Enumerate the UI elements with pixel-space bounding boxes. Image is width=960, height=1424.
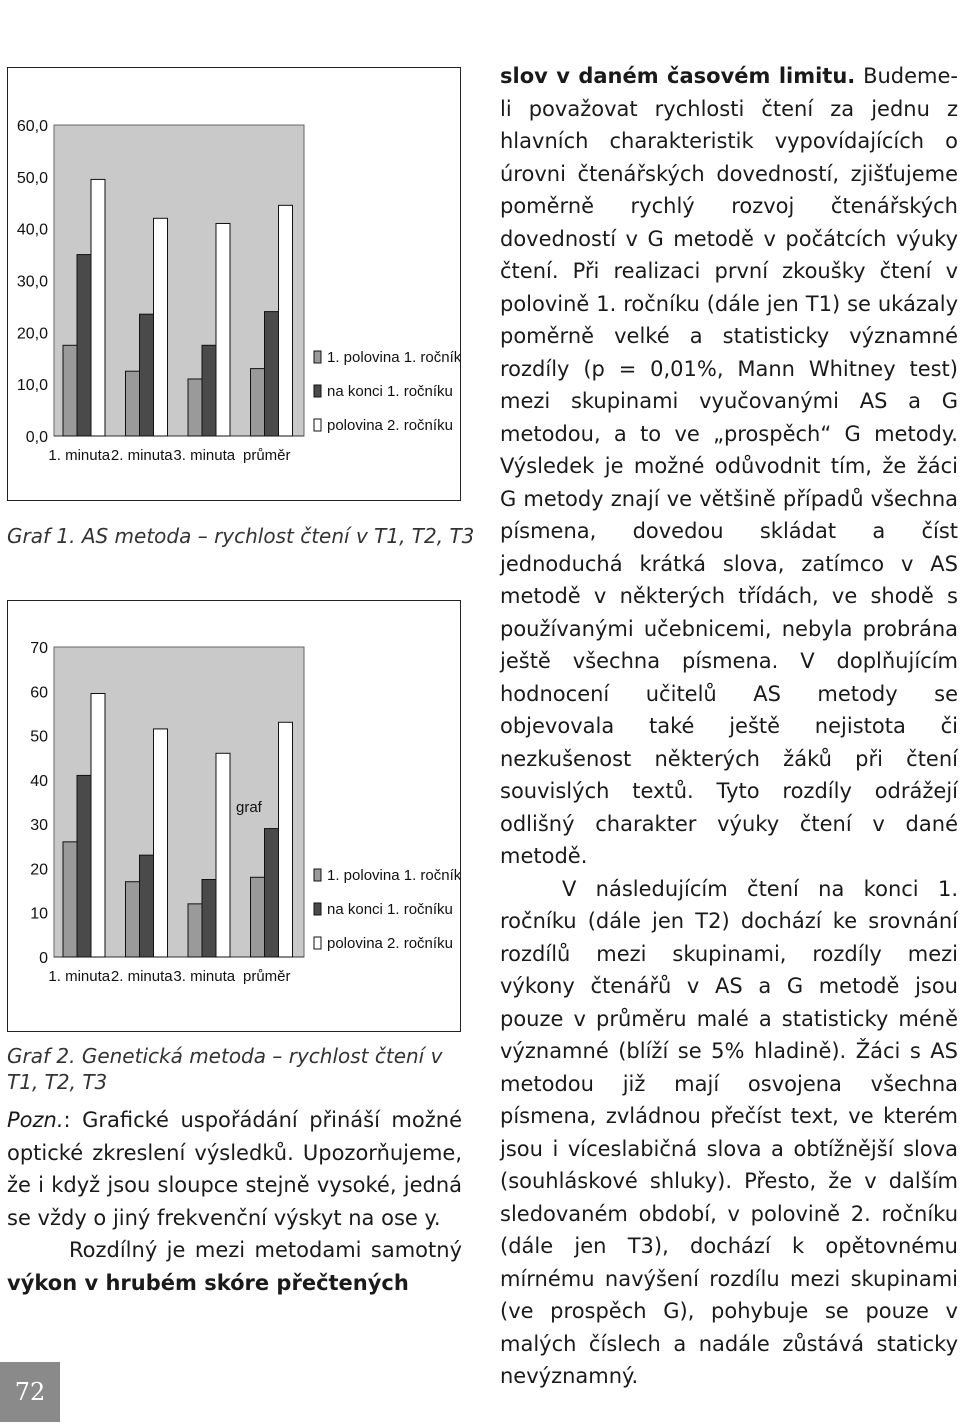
note-body: : Grafické uspořádání přináší možné optické zkreslení výsledků. Upozorňujeme, že i když jsou sloupce stejně vysoké, jedná se vždy o jiný frekvenční výskyt na ose y. bbox=[7, 1108, 462, 1230]
bar bbox=[91, 179, 105, 436]
caption-graf-2: Graf 2. Genetická metoda – rychlost čtení v T1, T2, T3 bbox=[7, 1044, 443, 1094]
legend-swatch bbox=[314, 385, 321, 397]
t2-t3-paragraph: V následujícím čtení na konci 1. ročníku (dále jen T2) dochází ke srovnání rozdílů mezi skupinami, rozdíly mezi výkony čtenářů v AS a G metodě jsou pouze v průměru malé a statisticky méně významné (blíží se 5% hladině). Žáci s AS metodou již mají osvojena všechna písmena, zvládnou přečíst text, ve kterém jsou i víceslabičná slova a obtížnější slova (souhláskové shluky). Přesto, že v dalším sledovaném období, v polovině 2. ročníku (dále jen T3), dochází k opětovnému mírnému navýšení rozdílu mezi skupinami (ve prospěch G), pohybuje se pouze v malých číslech a nadále zůstává staticky nevýznamný. bbox=[500, 876, 958, 1388]
bar bbox=[216, 223, 230, 436]
bar bbox=[279, 722, 293, 957]
y-tick-label: 70 bbox=[30, 640, 48, 657]
x-tick-label: 3. minuta bbox=[173, 447, 236, 464]
bar bbox=[216, 753, 230, 957]
bar bbox=[126, 371, 140, 436]
x-tick-label: 1. minuta bbox=[48, 447, 111, 464]
y-tick-label: 0,0 bbox=[25, 429, 48, 446]
bar bbox=[77, 255, 91, 436]
legend-label: polovina 2. ročníku bbox=[327, 935, 453, 952]
legend-swatch bbox=[314, 869, 321, 881]
y-tick-label: 10 bbox=[30, 905, 48, 923]
bar bbox=[63, 345, 77, 436]
x-tick-label: průměr bbox=[242, 968, 291, 985]
y-tick-label: 20,0 bbox=[16, 325, 48, 343]
caption-graf-1: Graf 1. AS metoda – rychlost čtení v T1, T2, T3 bbox=[7, 524, 475, 548]
y-tick-label: 0 bbox=[39, 950, 48, 967]
legend-label: 1. polovina 1. ročníku bbox=[327, 867, 460, 884]
x-tick-label: 1. minuta bbox=[48, 968, 111, 985]
y-tick-label: 20 bbox=[30, 861, 48, 879]
reading-speed-bold: slov v daném časovém limitu. bbox=[500, 64, 856, 88]
performance-bold-text: výkon v hrubém skóre přečtených bbox=[7, 1270, 409, 1295]
x-tick-label: 2. minuta bbox=[110, 968, 173, 985]
note-label: Pozn. bbox=[7, 1108, 64, 1132]
bar bbox=[77, 775, 91, 957]
legend-swatch bbox=[314, 351, 321, 363]
bar bbox=[188, 379, 202, 436]
note-paragraph bbox=[7, 1104, 462, 1234]
chart-2-svg bbox=[8, 601, 460, 1031]
bar bbox=[265, 829, 279, 957]
legend-label: polovina 2. ročníku bbox=[327, 417, 453, 434]
x-tick-label: 3. minuta bbox=[173, 968, 236, 985]
x-tick-label: 2. minuta bbox=[110, 447, 173, 464]
left-text-block bbox=[7, 1104, 462, 1299]
reading-speed-paragraph bbox=[500, 60, 958, 873]
bar bbox=[154, 729, 168, 957]
y-tick-label: 60,0 bbox=[16, 118, 48, 135]
bar bbox=[251, 877, 265, 957]
reading-speed-text: Budeme-li považovat rychlosti čtení za jednu z hlavních charakteristik vypovídajících o úrovni čtenářských dovedností, zjišťujeme poměrně rychlý rozvoj čtenářských dovedností v G metodě v počátcích výuky čtení. Při realizaci první zkoušky čtení v polovině 1. ročníku (dále jen T1) se ukázaly poměrně velké a statisticky významné rozdíly (p = 0,01%, Mann Whitney test) mezi skupinami vyučovanými AS a G metodou, a to ve „prospěch“ G metody. Výsledek je možné odůvodnit tím, že žáci G metody znají ve většině případů všechna písmena, dovedou skládat a číst jednoduchá krátká slova, zatímco v AS metodě v některých třídách, ve shodě s používanými učebnicemi, nebyla probrána ještě všechna písmena. V doplňujícím hodnocení učitelů AS metody se objevovala také ještě nejistota či nezkušenost některých žáků při čtení souvislých textů. Tyto rozdíly odrážejí odlišný charakter výuky čtení v dané metodě. bbox=[500, 64, 958, 868]
y-tick-label: 50,0 bbox=[16, 169, 48, 187]
bar bbox=[279, 205, 293, 436]
chart-title: graf bbox=[236, 799, 262, 816]
bar bbox=[154, 218, 168, 436]
y-tick-label: 40 bbox=[30, 772, 48, 790]
performance-text: Rozdílný je mezi metodami samotný bbox=[69, 1238, 462, 1262]
chart-1-svg bbox=[8, 68, 460, 500]
bar bbox=[63, 842, 77, 957]
chart-genetic-method bbox=[7, 600, 461, 1032]
legend-label: na konci 1. ročníku bbox=[327, 901, 453, 918]
performance-paragraph bbox=[7, 1234, 462, 1299]
legend-label: 1. polovina 1. ročníku bbox=[327, 349, 460, 366]
right-text-block bbox=[500, 60, 958, 1393]
bar bbox=[251, 369, 265, 436]
bar bbox=[202, 345, 216, 436]
y-tick-label: 40,0 bbox=[16, 221, 48, 239]
y-tick-label: 10,0 bbox=[16, 377, 48, 395]
page-number: 72 bbox=[0, 1362, 60, 1422]
bar bbox=[126, 882, 140, 957]
x-tick-label: průměr bbox=[242, 447, 291, 464]
legend-label: na konci 1. ročníku bbox=[327, 383, 453, 400]
legend-swatch bbox=[314, 937, 321, 949]
legend-swatch bbox=[314, 903, 321, 915]
y-tick-label: 50 bbox=[30, 728, 48, 746]
bar bbox=[265, 312, 279, 436]
bar bbox=[140, 314, 154, 436]
y-tick-label: 30 bbox=[30, 817, 48, 835]
y-tick-label: 30,0 bbox=[16, 273, 48, 291]
y-tick-label: 60 bbox=[30, 684, 48, 702]
bar bbox=[140, 855, 154, 957]
bar bbox=[188, 904, 202, 957]
legend-swatch bbox=[314, 419, 321, 431]
bar bbox=[202, 880, 216, 958]
bar bbox=[91, 694, 105, 958]
chart-as-method bbox=[7, 67, 461, 501]
